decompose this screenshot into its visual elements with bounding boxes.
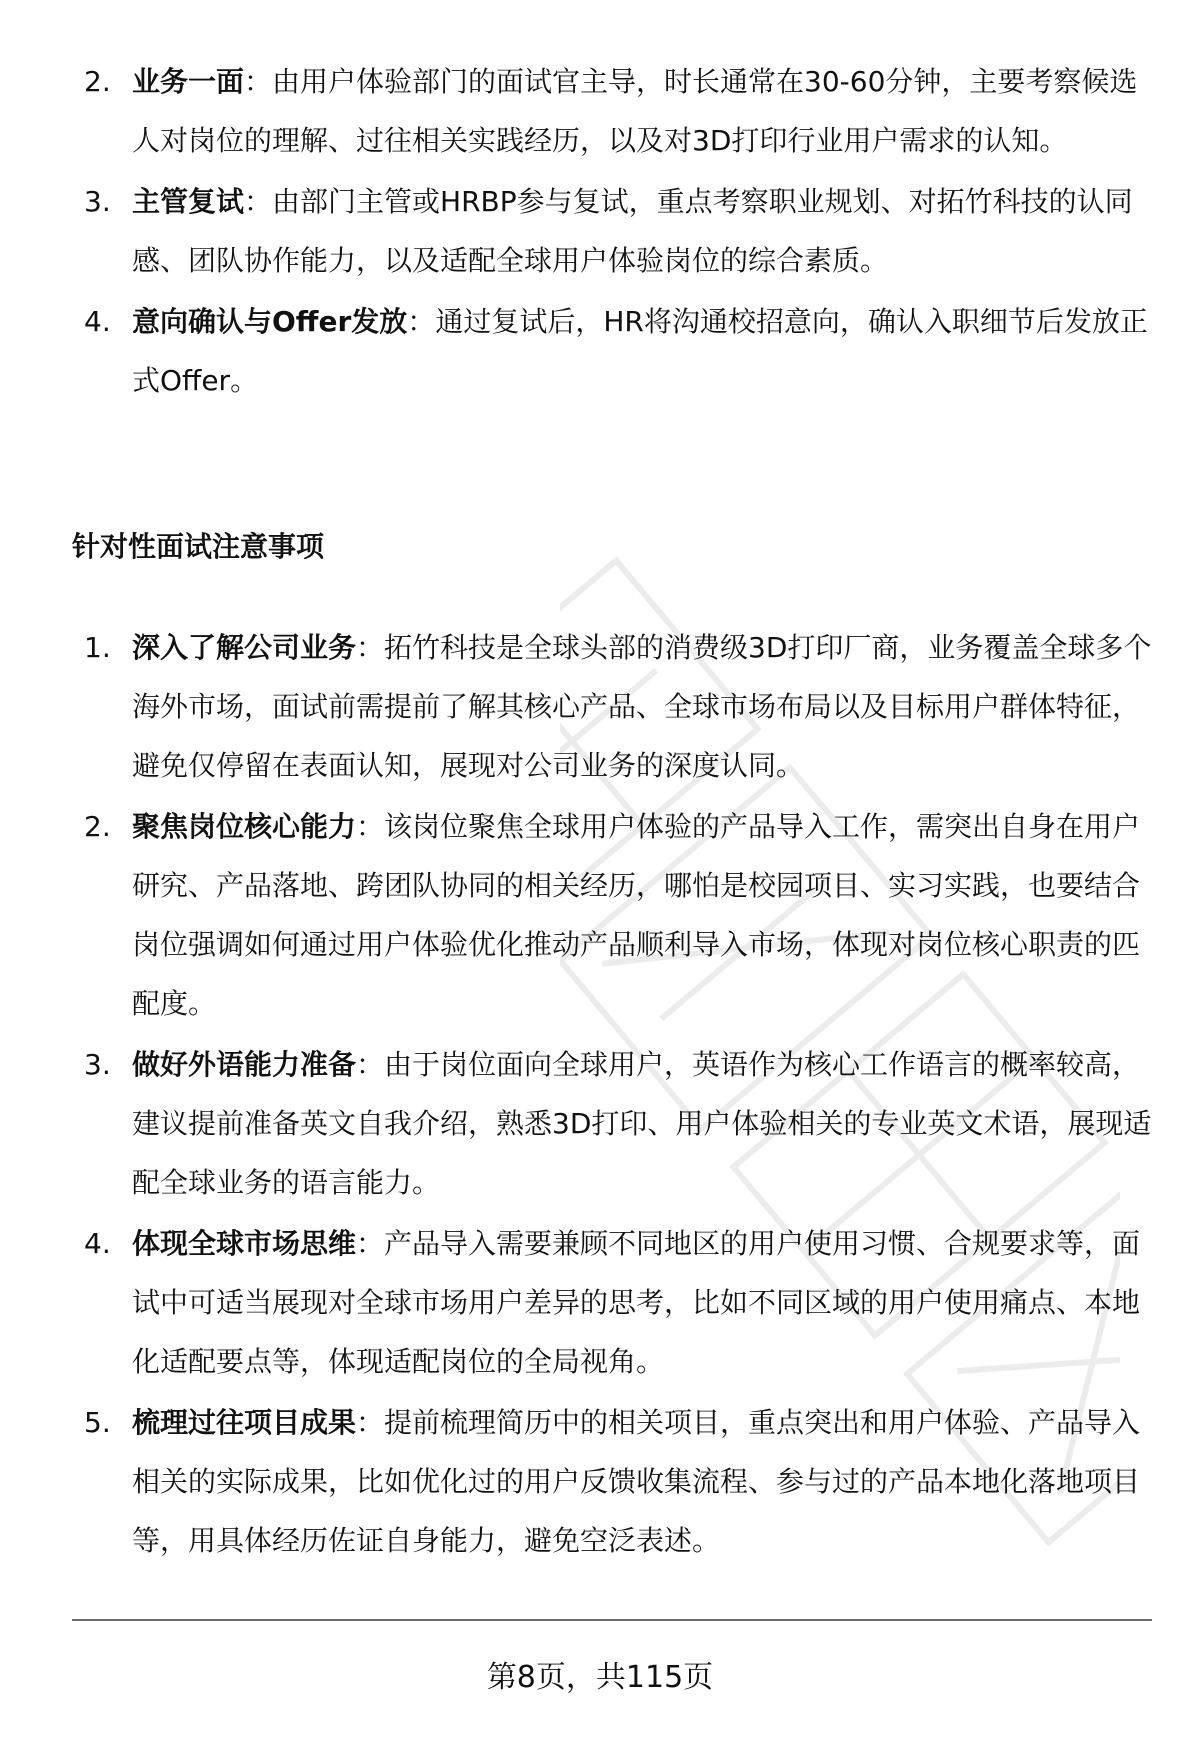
section-heading: 针对性面试注意事项: [72, 530, 325, 563]
list-item: [84, 1214, 1164, 1391]
list-item-term: 做好外语能力准备: [132, 1048, 357, 1081]
interview-process-list: [84, 52, 1164, 410]
list-item-description: 拓竹科技是全球头部的消费级3D打印厂商，业务覆盖全球多个海外市场，面试前需提前了解其核心产品、全球市场布局以及目标用户群体特征，避免仅停留在表面认知，展现对公司业务的深度认同。: [132, 631, 1152, 782]
page-number: 第8页，共115页: [486, 1660, 714, 1695]
list-item-separator: ：: [356, 631, 385, 664]
list-item-term: 深入了解公司业务: [132, 631, 357, 664]
list-item-separator: ：: [244, 185, 273, 218]
list-item-separator: ：: [356, 1048, 385, 1081]
footer-divider: [72, 1619, 1152, 1621]
list-number: 4.: [84, 305, 111, 338]
list-item-description: 通过复试后，HR将沟通校招意向，确认入职细节后发放正式Offer。: [132, 305, 1148, 397]
list-item-separator: ：: [356, 1227, 385, 1260]
list-item-term: 梳理过往项目成果: [132, 1406, 357, 1439]
list-item: [84, 52, 1164, 170]
list-number: 4.: [84, 1227, 111, 1260]
list-item-separator: ：: [244, 65, 273, 98]
list-item-term: 聚焦岗位核心能力: [132, 810, 357, 843]
list-item-description: 产品导入需要兼顾不同地区的用户使用习惯、合规要求等，面试中可适当展现对全球市场用户差异的思考，比如不同区域的用户使用痛点、本地化适配要点等，体现适配岗位的全局视角。: [132, 1227, 1141, 1378]
list-number: 3.: [84, 1048, 111, 1081]
list-item-separator: ：: [407, 305, 436, 338]
list-item-description: 由用户体验部门的面试官主导，时长通常在30-60分钟，主要考察候选人对岗位的理解、过往相关实践经历，以及对3D打印行业用户需求的认知。: [132, 65, 1138, 157]
list-number: 2.: [84, 65, 111, 98]
list-number: 3.: [84, 185, 111, 218]
list-item-description: 提前梳理简历中的相关项目，重点突出和用户体验、产品导入相关的实际成果，比如优化过的用户反馈收集流程、参与过的产品本地化落地项目等，用具体经历佐证自身能力，避免空泛表述。: [132, 1406, 1141, 1557]
list-item: [84, 172, 1164, 290]
interview-tips-list: [84, 618, 1164, 1570]
list-item-term: 主管复试: [132, 185, 245, 218]
list-item: [84, 1393, 1164, 1570]
list-item-separator: ：: [356, 1406, 385, 1439]
list-item-term: 意向确认与Offer发放: [132, 305, 408, 338]
list-item: [84, 292, 1164, 410]
list-item: [84, 618, 1164, 795]
list-item-term: 体现全球市场思维: [132, 1227, 357, 1260]
list-number: 2.: [84, 810, 111, 843]
list-item: [84, 1035, 1164, 1212]
list-number: 1.: [84, 631, 111, 664]
list-item-separator: ：: [356, 810, 385, 843]
list-item-description: 由于岗位面向全球用户，英语作为核心工作语言的概率较高，建议提前准备英文自我介绍，熟悉3D打印、用户体验相关的专业英文术语，展现适配全球业务的语言能力。: [132, 1048, 1152, 1199]
list-item: [84, 797, 1164, 1033]
list-number: 5.: [84, 1406, 111, 1439]
list-item-description: 该岗位聚焦全球用户体验的产品导入工作，需突出自身在用户研究、产品落地、跨团队协同的相关经历，哪怕是校园项目、实习实践，也要结合岗位强调如何通过用户体验优化推动产品顺利导入市场，体现对岗位核心职责的匹配度。: [132, 810, 1141, 1020]
list-item-description: 由部门主管或HRBP参与复试，重点考察职业规划、对拓竹科技的认同感、团队协作能力，以及适配全球用户体验岗位的综合素质。: [132, 185, 1133, 277]
list-item-term: 业务一面: [132, 65, 245, 98]
